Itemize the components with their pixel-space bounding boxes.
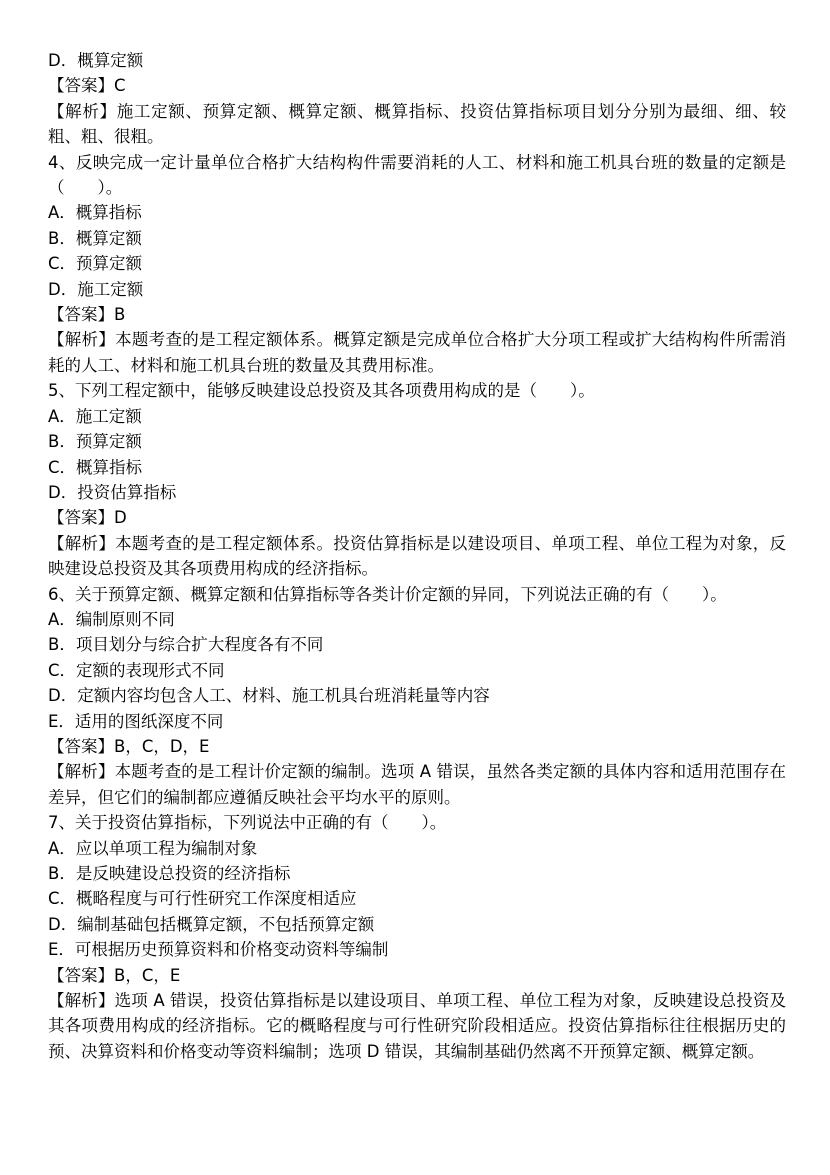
answer-line: 【答案】D xyxy=(48,508,127,528)
option-line: D．定额内容均包含人工、材料、施工机具台班消耗量等内容 xyxy=(48,686,490,706)
answer-line: 【答案】B xyxy=(48,305,126,325)
document-page xyxy=(48,48,786,1064)
option-line: E．可根据历史预算资料和价格变动资料等编制 xyxy=(48,940,389,960)
option-line: D．投资估算指标 xyxy=(48,482,177,502)
option-line: D．施工定额 xyxy=(48,279,144,299)
option-line: C．定额的表现形式不同 xyxy=(48,660,225,680)
analysis-paragraph: 【解析】本题考查的是工程定额体系。概算定额是完成单位合格扩大分项工程或扩大结构构件所需消耗的人工、材料和施工机具台班的数量及其费用标准。 xyxy=(48,330,786,375)
option-line: B．项目划分与综合扩大程度各有不同 xyxy=(48,635,324,655)
option-line: A．概算指标 xyxy=(48,203,142,223)
analysis-paragraph: 【解析】施工定额、预算定额、概算定额、概算指标、投资估算指标项目划分分别为最细、细、较粗、粗、很粗。 xyxy=(48,101,786,147)
option-line: B．是反映建设总投资的经济指标 xyxy=(48,864,291,883)
option-line: C．预算定额 xyxy=(48,254,143,274)
analysis-paragraph: 【解析】选项 A 错误，投资估算指标是以建设项目、单项工程、单位工程为对象，反映建设总投资及其各项费用构成的经济指标。它的概略程度与可行性研究阶段相适应。投资估算指标往往根据历史的预、决算资料和价格变动等资料编制；选项 D 错误，其编制基础仍然离不开预算定额、概算定额。 xyxy=(48,991,786,1061)
analysis-paragraph: 【解析】本题考查的是工程定额体系。投资估算指标是以建设项目、单项工程、单位工程为对象，反映建设总投资及其各项费用构成的经济指标。 xyxy=(48,533,786,579)
option-line: C．概算指标 xyxy=(48,457,143,477)
answer-line: 【答案】B，C，E xyxy=(48,965,181,985)
option-line: E．适用的图纸深度不同 xyxy=(48,711,224,731)
answer-line: 【答案】B，C，D，E xyxy=(48,736,210,756)
answer-line: 【答案】C xyxy=(48,76,126,96)
question-7: 7、关于投资估算指标，下列说法中正确的有（ ）。 xyxy=(48,813,447,833)
question-5: 5、下列工程定额中，能够反映建设总投资及其各项费用构成的是（ ）。 xyxy=(48,381,595,401)
option-line: B．概算定额 xyxy=(48,228,142,248)
analysis-paragraph: 【解析】本题考查的是工程计价定额的编制。选项 A 错误，虽然各类定额的具体内容和适用范围存在差异，但它们的编制都应遵循反映社会平均水平的原则。 xyxy=(48,762,786,807)
option-line: A．编制原则不同 xyxy=(48,609,175,629)
option-line: A．应以单项工程为编制对象 xyxy=(48,838,258,858)
option-line: D．概算定额 xyxy=(48,51,144,70)
option-line: D．编制基础包括概算定额，不包括预算定额 xyxy=(48,914,375,934)
question-6: 6、关于预算定额、概算定额和估算指标等各类计价定额的异同，下列说法正确的有（ ）。 xyxy=(48,584,727,604)
question-4: 4、反映完成一定计量单位合格扩大结构构件需要消耗的人工、材料和施工机具台班的数量的定额是（ ）。 xyxy=(48,152,786,198)
option-line: C．概略程度与可行性研究工作深度相适应 xyxy=(48,889,357,909)
option-line: B．预算定额 xyxy=(48,432,142,452)
option-line: A．施工定额 xyxy=(48,406,142,426)
